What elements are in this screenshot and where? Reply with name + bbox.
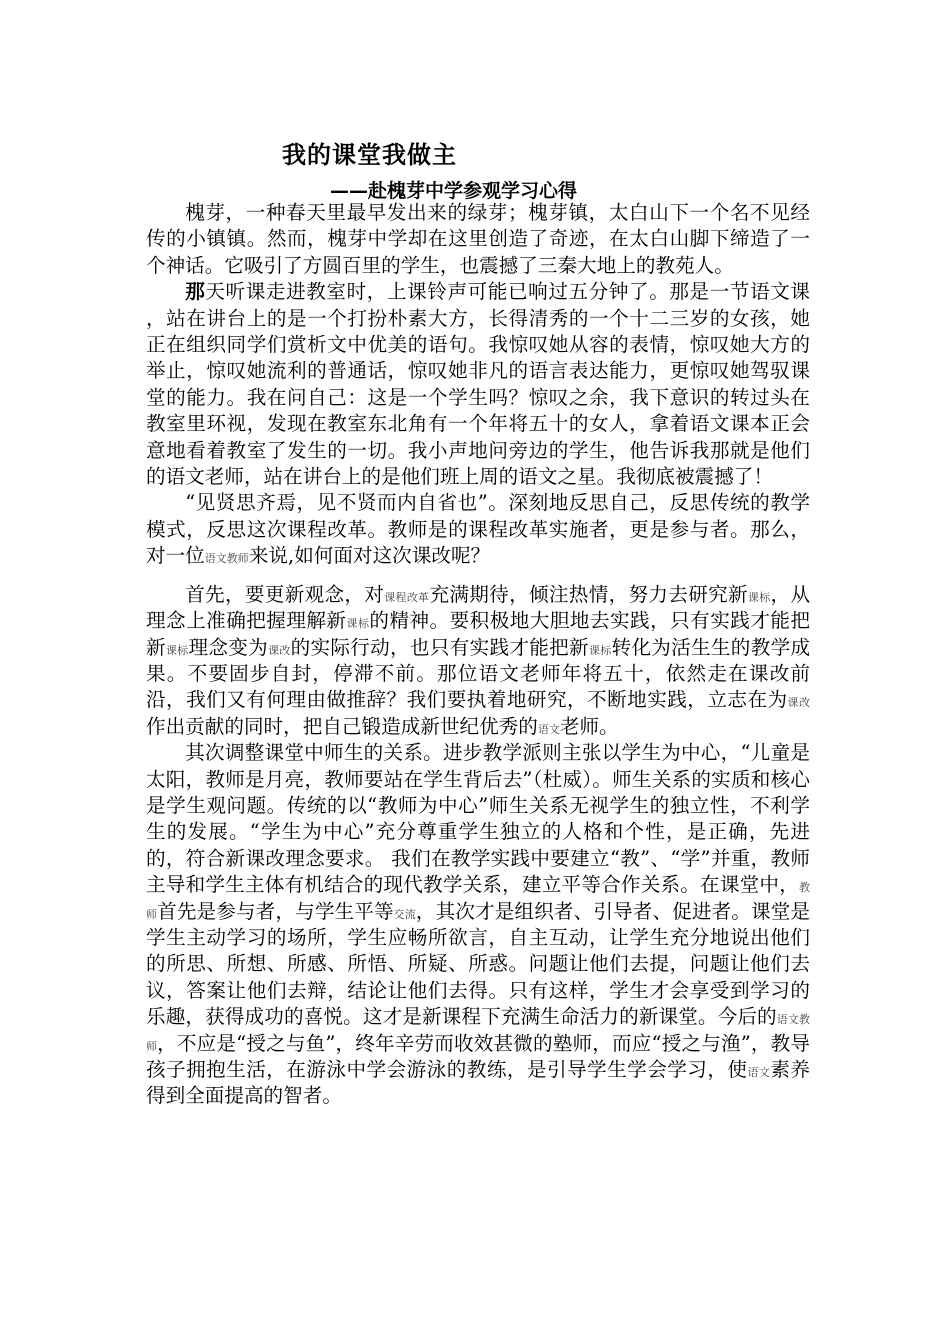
p4-small: 课改 <box>787 696 811 710</box>
p4-small: 课标 <box>165 643 189 657</box>
p5-text: 首先是参与者，与学生平等 <box>157 899 394 923</box>
paragraph-1 <box>146 200 810 279</box>
p4-text: 作出贡献的同时，把自己锻造成新世纪优秀的 <box>146 714 538 738</box>
p5-text: ，不应是“授之与鱼”，终年辛劳而收效甚微的塾师，而应“授之与渔”，教导孩子拥抱生活，在游泳中学会游泳的教练，是引导学生学会学习，使 <box>146 1031 811 1081</box>
p4-text: 的精神。要积极地大胆地去实践，只有实践才能把新 <box>146 609 811 659</box>
p4-text: ，从理念上准确把握理解新 <box>146 582 811 633</box>
p5-small: 语文 <box>747 1066 771 1079</box>
paragraph-2 <box>146 279 810 490</box>
paragraph-5 <box>146 740 810 1110</box>
p4-small: 课改 <box>268 643 291 657</box>
p4-text: 首先，要更新观念，对 <box>185 582 385 606</box>
p4-text: 的实际行动，也只有实践才能把新 <box>290 635 589 659</box>
paragraph-2-text: 天听课走进教室时，上课铃声可能已响过五分钟了。那是一节语文课 ，站在讲台上的是一个打扮朴素大方，长得清秀的一个十二三岁的女孩，她正在组织同学们赏析文中优美的语句。我惊叹她从容的表情，惊叹她大方的举止，惊叹她流利的普通话，惊叹她非凡的语言表达能力，更惊叹她驾驭课堂的能力。我在问自己：这是一个学生吗？惊叹之余，我下意识的转过头在教室里环视，发现在教室东北角有一个年将五十的女人，拿着语文课本正会意地看着教室了发生的一切。我小声地问旁边的学生，他告诉我那就是他们的语文老师，站在讲台上的是他们班上周的语文之星。我彻底被震撼了！ <box>146 280 811 489</box>
p5-small: 交流 <box>393 907 416 921</box>
p5-small: 教师 <box>146 881 810 921</box>
paragraph-4 <box>146 582 810 740</box>
document-subtitle: ——赴槐芽中学参观学习心得 <box>330 180 578 202</box>
paragraph-3 <box>146 490 810 569</box>
p4-text: 转化为活生生的教学成果。不要固步自封，停滞不前。那位语文老师年将五十，依然走在课改前沿，我们又有何理由做推辞？我们要执着地研究，不断地实践，立志在为 <box>146 635 811 712</box>
document-title: 我的课堂我做主 <box>282 141 457 169</box>
p4-text: 理念变为 <box>188 635 269 659</box>
paragraph-3-text: “见贤思齐焉，见不贤而内自省也”。深刻地反思自己，反思传统的教学模式，反思这次课程改革。教师是的课程改革实施者，更是参与者。那么，对一位 <box>146 491 810 568</box>
p4-small: 课标 <box>747 590 771 604</box>
paragraph-3-end: 来说,如何面对这次课改呢？ <box>248 544 491 568</box>
p4-text: 充满期待，倾注热情，努力去研究新 <box>429 582 748 606</box>
p5-text: 素养得到全面提高的智者。 <box>146 1058 811 1108</box>
p5-text: 其次调整课堂中师生的关系。进步教学派则主张以学生为中心，“儿童是太阳，教师是月亮，教师要站在学生背后去”（杜威）。师生关系的实质和核心是学生观问题。传统的以“教师为中心”师生关系无视学生的独立性，不利学生的发展。“学生为中心”充分尊重学生独立的人格和个性，是正确，先进的，符合新课改理念要求。 我们在教学实践中要建立“教”、“学”并重，教师主导和学生主体有机结合的现代教学关系，建立平等合作关系。在课堂中， <box>146 741 810 897</box>
p4-small: 课程改革 <box>384 590 430 604</box>
p4-small: 课标 <box>588 643 612 657</box>
paragraph-2-lead: 那 <box>185 280 206 304</box>
p4-text: 老师。 <box>559 714 619 738</box>
paragraph-3-small: 语文教师 <box>204 552 249 566</box>
document-body <box>146 200 810 1110</box>
p5-small: 语文教师 <box>146 1013 811 1053</box>
p4-small: 语文 <box>537 722 560 736</box>
p5-text: ，其次才是组织者、引导者、促进者。课堂是学生主动学习的场所，学生应畅所欲言，自主互动，让学生充分地说出他们的所思、所想、所感、所悟、所疑、所惑。问题让他们去提，问题让他们去议，答案让他们去辩，结论让他们去得。只有这样，学生才会享受到学习的乐趣，获得成功的喜悦。这才是新课程下充满生命活力的新课堂。今后的 <box>146 899 811 1029</box>
paragraph-1-text: 槐芽，一种春天里最早发出来的绿芽；槐芽镇，太白山下一个名不见经传的小镇镇。然而，槐芽中学却在这里创造了奇迹，在太白山脚下缔造了一个神话。它吸引了方圆百里的学生，也震撼了三秦大地上的教苑人。 <box>146 201 810 277</box>
p4-small: 课标 <box>346 617 370 631</box>
